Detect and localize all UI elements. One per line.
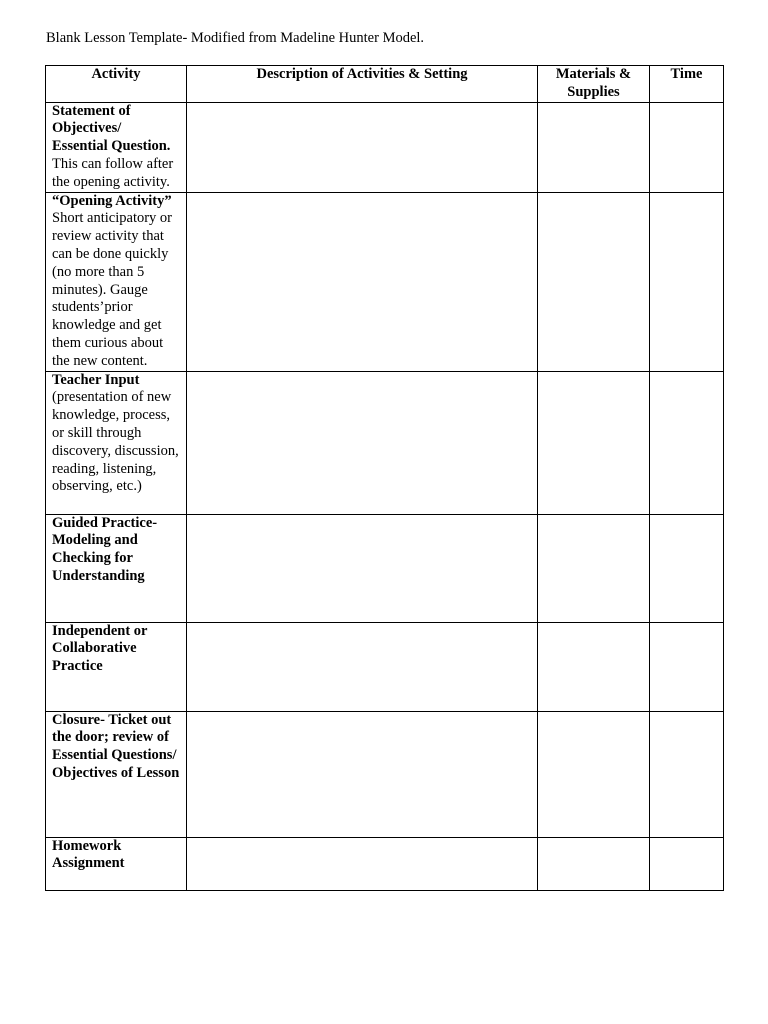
description-cell[interactable]: [187, 192, 538, 371]
description-cell[interactable]: [187, 102, 538, 192]
materials-cell[interactable]: [538, 514, 650, 622]
description-cell[interactable]: [187, 514, 538, 622]
activity-title: “Opening Activity”: [52, 192, 172, 209]
table-row-opening-activity: [46, 192, 724, 371]
activity-cell-objectives: [46, 102, 187, 192]
table-row-closure: [46, 711, 724, 837]
activity-title: Teacher Input: [52, 371, 140, 388]
document-title: Blank Lesson Template- Modified from Madeline Hunter Model.: [46, 30, 425, 46]
activity-note: (presentation of new knowledge, process, or skill through discovery, discussion, reading, listening, observing, etc.): [52, 389, 179, 495]
table-row-independent-practice: [46, 622, 724, 711]
materials-cell[interactable]: [538, 622, 650, 711]
activity-title: Guided Practice- Modeling and Checking for Understanding: [52, 514, 158, 584]
activity-note: Short anticipatory or review activity that can be done quickly (no more than 5 minutes). Gauge students’prior knowledge and get them curious about the new content.: [52, 210, 173, 369]
header-time: Time: [650, 66, 724, 103]
time-cell[interactable]: [650, 711, 724, 837]
activity-cell-homework: [46, 837, 187, 890]
activity-cell-teacher-input: [46, 371, 187, 514]
table-row-guided-practice: [46, 514, 724, 622]
materials-cell[interactable]: [538, 837, 650, 890]
activity-cell-opening: [46, 192, 187, 371]
activity-title: Independent or Collaborative Practice: [52, 622, 148, 675]
time-cell[interactable]: [650, 102, 724, 192]
time-cell[interactable]: [650, 371, 724, 514]
description-cell[interactable]: [187, 622, 538, 711]
time-cell[interactable]: [650, 837, 724, 890]
description-cell[interactable]: [187, 711, 538, 837]
activity-title: Closure- Ticket out the door; review of Essential Questions/ Objectives of Lesson: [52, 711, 180, 781]
materials-cell[interactable]: [538, 711, 650, 837]
activity-cell-closure: [46, 711, 187, 837]
table-row-objectives: [46, 102, 724, 192]
activity-title: Statement of Objectives/ Essential Question.: [52, 102, 171, 155]
activity-title: Homework Assignment: [52, 837, 125, 872]
header-description: Description of Activities & Setting: [187, 66, 538, 103]
materials-cell[interactable]: [538, 102, 650, 192]
table-header-row: [46, 66, 724, 103]
header-activity: Activity: [46, 66, 187, 103]
table-row-homework: [46, 837, 724, 890]
lesson-plan-table: [45, 65, 724, 891]
time-cell[interactable]: [650, 514, 724, 622]
materials-cell[interactable]: [538, 192, 650, 371]
materials-cell[interactable]: [538, 371, 650, 514]
header-materials: Materials & Supplies: [538, 66, 650, 103]
time-cell[interactable]: [650, 192, 724, 371]
table-row-teacher-input: [46, 371, 724, 514]
activity-cell-guided-practice: [46, 514, 187, 622]
description-cell[interactable]: [187, 371, 538, 514]
activity-note: This can follow after the opening activity.: [52, 155, 174, 190]
activity-cell-independent-practice: [46, 622, 187, 711]
description-cell[interactable]: [187, 837, 538, 890]
time-cell[interactable]: [650, 622, 724, 711]
